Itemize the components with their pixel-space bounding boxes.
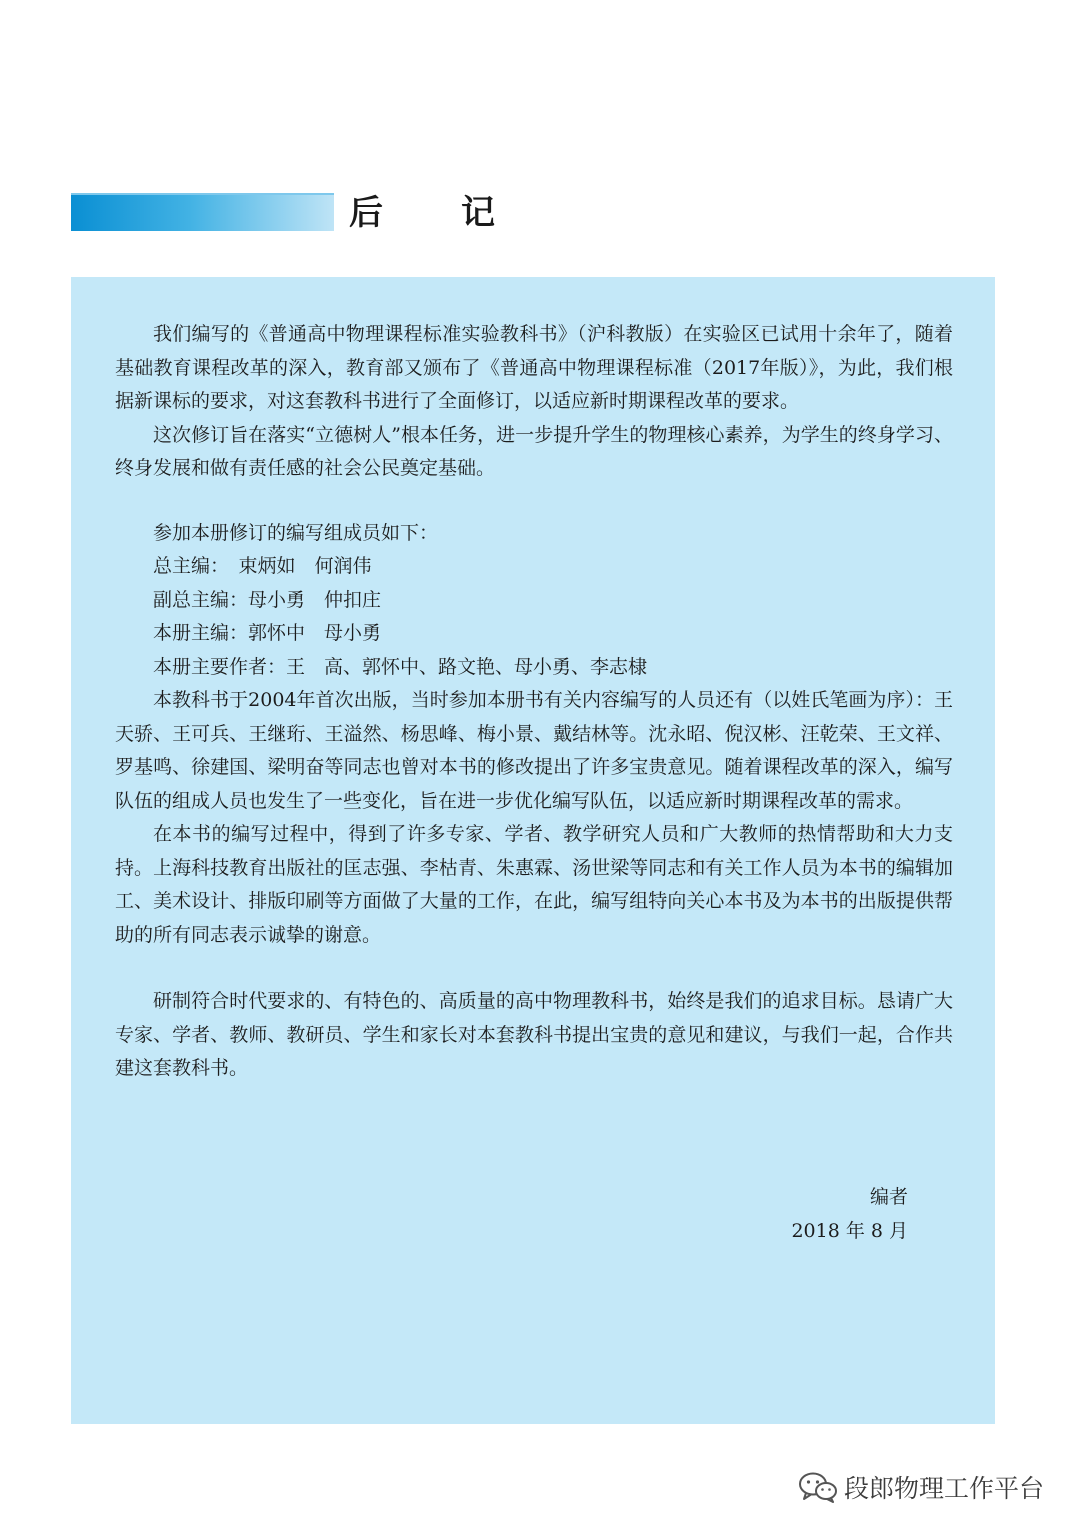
wechat-icon — [798, 1471, 838, 1503]
main-authors-line: 本册主要作者：王 高、郭怀中、路文艳、母小勇、李志棣 — [153, 655, 648, 678]
watermark — [798, 1468, 1044, 1506]
spacer — [115, 952, 953, 985]
watermark-text: 段郎物理工作平台 — [843, 1474, 1044, 1503]
paragraph-intro: 我们编写的《普通高中物理课程标准实验教科书》（沪科教版）在实验区已试用十余年了，随着基础教育课程改革的深入，教育部又颁布了《普通高中物理课程标准（2017年版）》，为此，我们根据新课标的要求，对这套教科书进行了全面修订，以适应新时期课程改革的要求。 — [115, 323, 953, 412]
spacer — [115, 486, 953, 517]
paragraph-goal: 研制符合时代要求的、有特色的、高质量的高中物理教科书，始终是我们的追求目标。恳请广大专家、学者、教师、教研员、学生和家长对本套教科书提出宝贵的意见和建议，与我们一起，合作共建这套教科书。 — [115, 990, 953, 1079]
signature-date: 2018 年 8 月 — [791, 1220, 908, 1242]
team-intro: 参加本册修订的编写组成员如下： — [153, 521, 439, 544]
signature-block — [791, 1180, 908, 1248]
paragraph-thanks: 在本书的编写过程中，得到了许多专家、学者、教学研究人员和广大教师的热情帮助和大力支持。上海科技教育出版社的匡志强、李枯青、朱惠霖、汤世梁等同志和有关工作人员为本书的编辑加工、美术设计、排版印刷等方面做了大量的工作，在此，编写组特向关心本书及为本书的出版提供帮助的所有同志表示诚挚的谢意。 — [115, 823, 953, 946]
page-title: 后记 — [349, 193, 573, 233]
signature-author: 编者 — [869, 1186, 908, 1208]
paragraph-purpose: 这次修订旨在落实“立德树人”根本任务，进一步提升学生的物理核心素养，为学生的终身学习、终身发展和做有责任感的社会公民奠定基础。 — [115, 423, 953, 479]
paragraph-history: 本教科书于2004年首次出版，当时参加本册书有关内容编写的人员还有（以姓氏笔画为序）：王天骄、王可兵、王继珩、王溢然、杨思峰、梅小景、戴结林等。沈永昭、倪汉彬、汪乾荣、王文祥、罗基鸣、徐建国、梁明奋等同志也曾对本书的修改提出了许多宝贵意见。随着课程改革的深入，编写队伍的组成人员也发生了一些变化，旨在进一步优化编写队伍，以适应新时期课程改革的需求。 — [115, 689, 953, 812]
deputy-chief-editor-line: 副总主编：母小勇 仲扣庄 — [153, 588, 382, 611]
volume-editor-line: 本册主编：郭怀中 母小勇 — [153, 622, 382, 644]
chief-editor-line: 总主编： 束炳如 何润伟 — [153, 555, 372, 577]
title-accent-bar — [71, 195, 334, 231]
afterword-body — [115, 318, 953, 1086]
